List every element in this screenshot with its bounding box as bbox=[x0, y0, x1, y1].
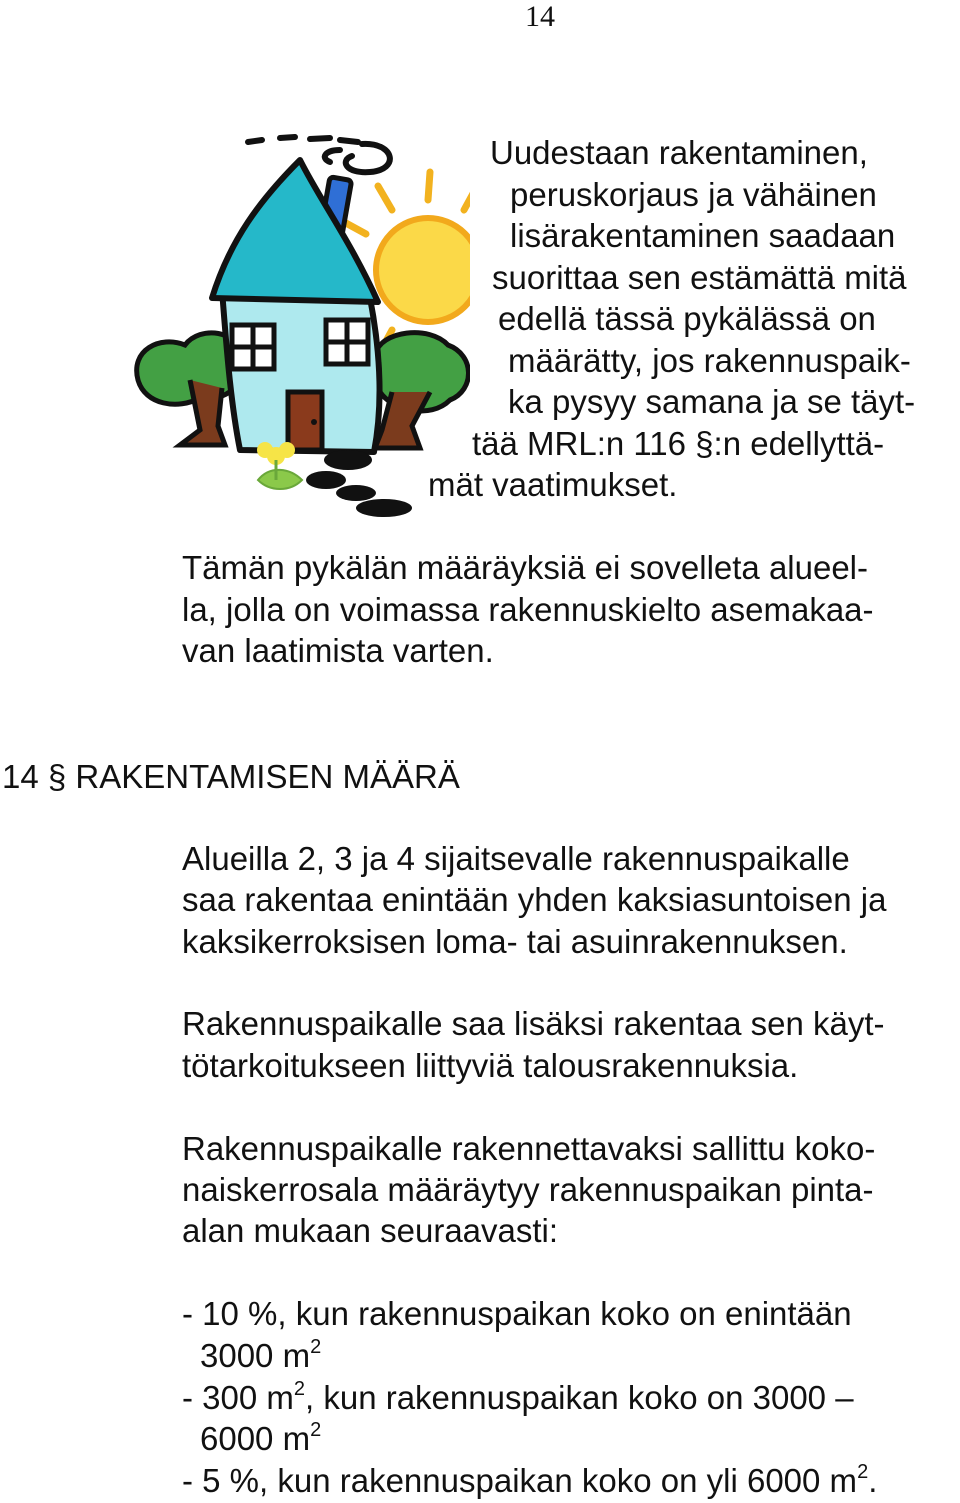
paragraph-line: Tämän pykälän määräyksiä ei sovelleta alueel- bbox=[182, 549, 869, 586]
intro-line: edellä tässä pykälässä on bbox=[498, 300, 876, 337]
paragraph-line: alan mukaan seuraavasti: bbox=[182, 1212, 559, 1249]
intro-line: ka pysyy samana ja se täyt- bbox=[508, 383, 916, 420]
paragraph-line: Rakennuspaikalle saa lisäksi rakentaa sen käyt- bbox=[182, 1005, 885, 1042]
list-item-text: - 5 %, kun rakennuspaikan koko on yli 6000 m bbox=[182, 1462, 858, 1499]
paragraph-line: van laatimista varten. bbox=[182, 632, 494, 669]
list-item-text: - 10 %, kun rakennuspaikan koko on enintään bbox=[182, 1295, 852, 1332]
house-roof-icon bbox=[212, 160, 378, 302]
list-item bbox=[182, 1460, 877, 1501]
paragraph-line: la, jolla on voimassa rakennuskielto asemakaa- bbox=[182, 591, 874, 628]
list-item-text: - 300 m bbox=[182, 1379, 294, 1416]
intro-line: peruskorjaus ja vähäinen bbox=[510, 176, 877, 213]
list-item bbox=[182, 1377, 854, 1418]
superscript: 2 bbox=[293, 1378, 305, 1400]
list-item-text: , kun rakennuspaikan koko on 3000 – bbox=[305, 1379, 854, 1416]
superscript: 2 bbox=[310, 1336, 322, 1358]
intro-line: määrätty, jos rakennuspaik- bbox=[508, 342, 911, 379]
paragraph-line: saa rakentaa enintään yhden kaksiasuntoisen ja bbox=[182, 881, 887, 918]
intro-line: tää MRL:n 116 §:n edellyttä- bbox=[472, 425, 885, 462]
paragraph-line: Alueilla 2, 3 ja 4 sijaitsevalle rakennuspaikalle bbox=[182, 840, 850, 877]
intro-line: Uudestaan rakentaminen, bbox=[490, 134, 868, 171]
stepping-stones-icon bbox=[306, 450, 412, 517]
page-number: 14 bbox=[525, 0, 555, 33]
window-right-icon bbox=[326, 320, 368, 364]
paragraph-line: tötarkoitukseen liittyviä talousrakennuksia. bbox=[182, 1047, 799, 1084]
list-item bbox=[182, 1293, 852, 1334]
superscript: 2 bbox=[310, 1419, 322, 1441]
paragraph-line: naiskerrosala määräytyy rakennuspaikan pinta- bbox=[182, 1171, 874, 1208]
intro-line: mät vaatimukset. bbox=[428, 466, 678, 503]
house-illustration bbox=[130, 130, 470, 520]
superscript: 2 bbox=[857, 1461, 869, 1483]
intro-line: lisärakentaminen saadaan bbox=[510, 217, 896, 254]
paragraph-line: Rakennuspaikalle rakennettavaksi sallittu koko- bbox=[182, 1130, 876, 1167]
tree-right-icon bbox=[368, 333, 468, 448]
door-icon bbox=[288, 392, 322, 450]
smoke-icon bbox=[248, 137, 390, 172]
list-item-continuation bbox=[200, 1335, 321, 1376]
window-left-icon bbox=[232, 325, 274, 369]
list-item-text: . bbox=[868, 1462, 878, 1499]
list-item-text: 3000 m bbox=[200, 1337, 311, 1374]
section-heading: 14 § RAKENTAMISEN MÄÄRÄ bbox=[2, 758, 460, 795]
paragraph-line: kaksikerroksisen loma- tai asuinrakennuksen. bbox=[182, 923, 848, 960]
list-item-continuation bbox=[200, 1418, 321, 1459]
intro-line: suorittaa sen estämättä mitä bbox=[492, 259, 907, 296]
list-item-text: 6000 m bbox=[200, 1420, 311, 1457]
